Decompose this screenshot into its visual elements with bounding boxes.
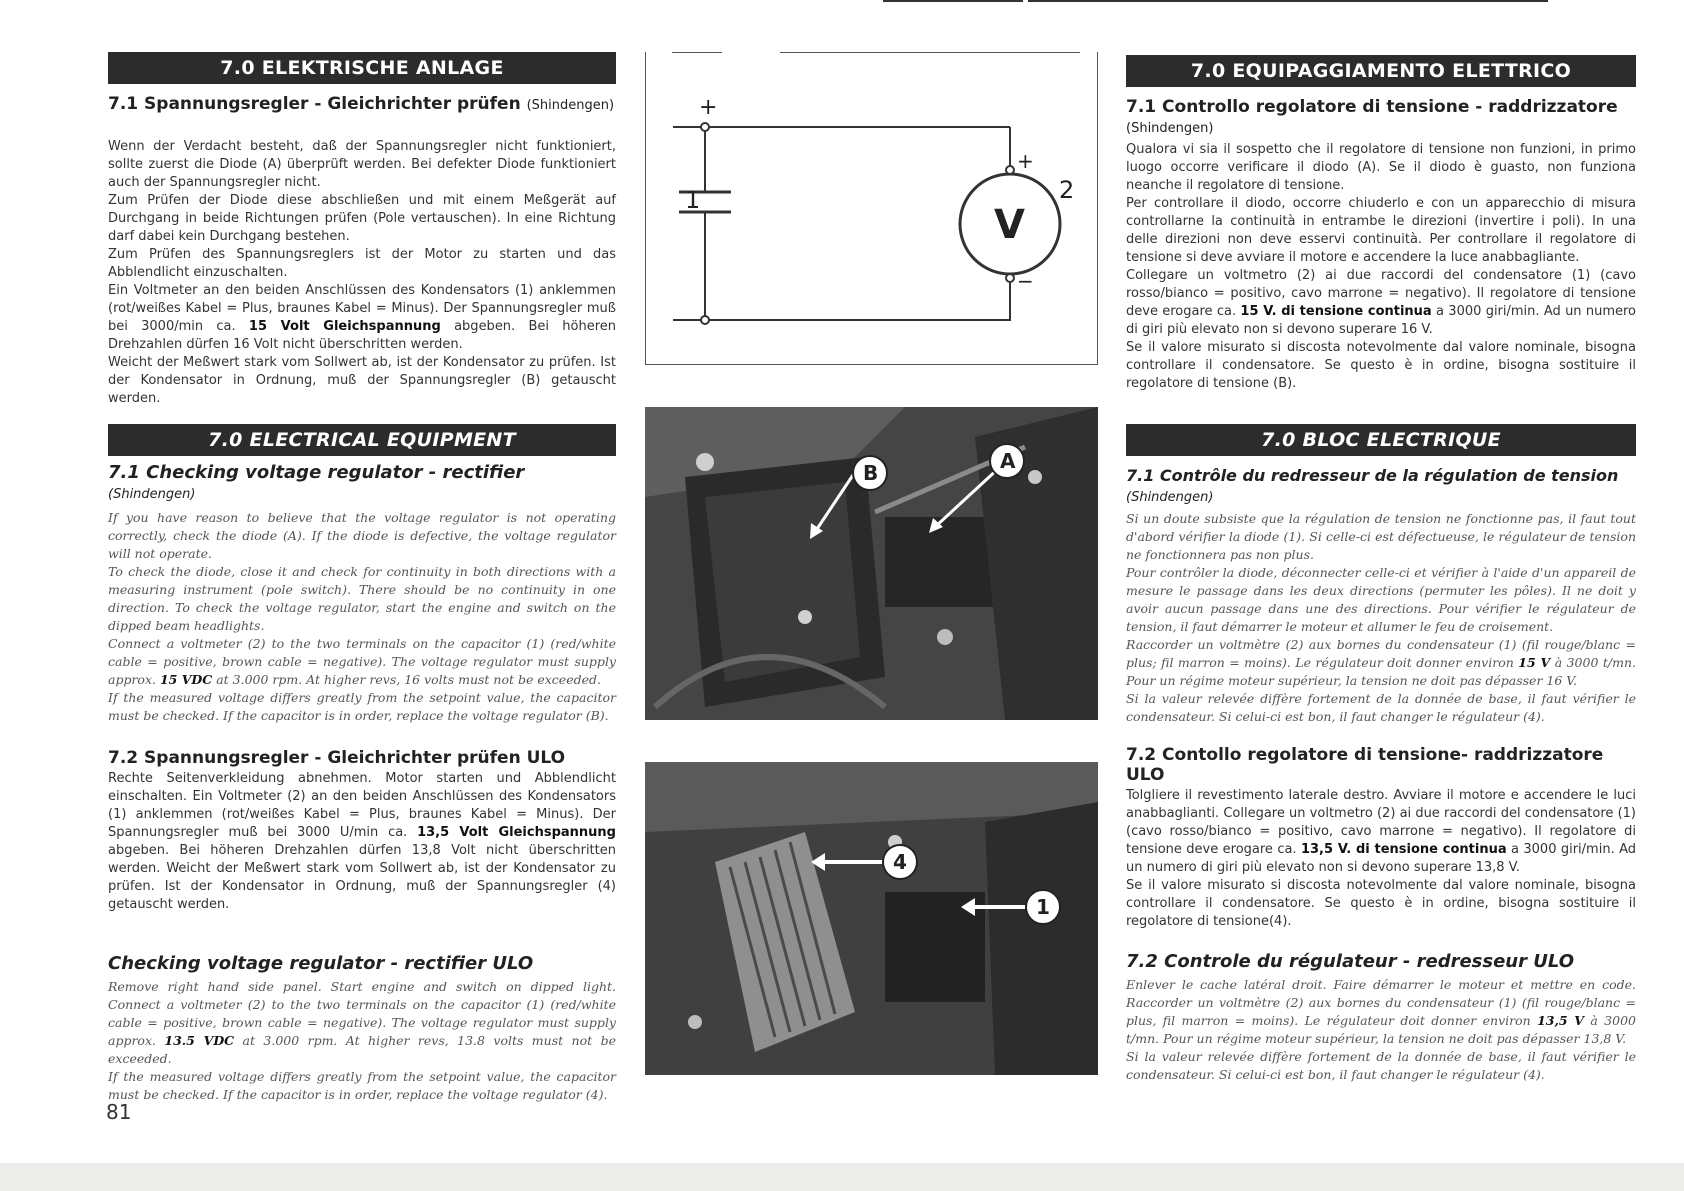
diagram-frame-right bbox=[1097, 52, 1098, 365]
french-7-2-title: 7.2 Controle du régulateur - redresseur ULO bbox=[1126, 951, 1575, 972]
capacitor-number-label: 1 bbox=[685, 186, 701, 214]
wire-top-right bbox=[1010, 127, 1013, 168]
photo1-regulator-face bbox=[705, 482, 860, 682]
wire-top-left bbox=[673, 127, 705, 180]
english-7-1-body: If you have reason to believe that the voltage regulator is not operating correctly, check the diode (A). If the diode is defective, the voltage regulator will not operate. To check the diode, close it and check for continuity in both directions with a measuring instrument (pole switch). There should be no continuity in one direction. To check the voltage regulator, start the engine and switch on the dipped beam headlights. Connect a voltmeter (2) to the two terminals on the capacitor (1) (red/white cable = positive, brown cable = negative). The voltage regulator must supply approx. 15 VDC at 3.000 rpm. At higher revs, 16 volts must not be exceeded. If the measured voltage differs greatly from the setpoint value, the capacitor must be checked. If the capacitor is in order, replace the voltage regulator (B). bbox=[108, 510, 616, 723]
italian-7-1-title: 7.1 Controllo regolatore di tensione - raddrizzatore (Shindengen) bbox=[1126, 97, 1618, 136]
french-7-1-body: Si un doute subsiste que la régulation de tension ne fonctionne pas, il faut tout d'abord vérifier la diode (1). Si celle-ci est défectueuse, le régulateur de tension ne fonctionnera pas non plus. Pour contrôler la diode, déconnecter celle-ci et vérifier à l'aide d'un appareil de mesure le passage dans les deux directions (permuter les pôles). Il ne doit y avoir aucun passage dans une des directions. Pour vérifier le régulateur de tension, il faut démarrer le moteur et allumer le feu de croisement. Raccorder un voltmètre (2) aux bornes du condensateur (1) (fil rouge/blanc = plus; fil marron = moins). Le régulateur doit donner environ 15 V à 3000 t/mn. Pour un régime moteur supérieur, la tension ne doit pas dépasser 16 V. Si la valeur relevée diffère fortement de la donnée de base, il faut vérifier le condensateur. Si celui-ci est bon, il faut changer le régulateur (4). bbox=[1126, 511, 1636, 724]
photo-regulator-shindengen bbox=[645, 407, 1098, 720]
circuit-diagram bbox=[645, 52, 1097, 364]
junction-bottom bbox=[701, 316, 709, 324]
top-rule-left bbox=[883, 0, 1023, 2]
page-number: 81 bbox=[106, 1100, 132, 1124]
french-7-2-section bbox=[1126, 942, 1636, 1084]
callout-b-label: B bbox=[863, 461, 879, 485]
voltmeter-plus-sign: + bbox=[1017, 149, 1034, 173]
italian-7-2-section bbox=[1126, 735, 1636, 931]
callout-1-label: 1 bbox=[1036, 895, 1050, 919]
german-7-2-section bbox=[108, 738, 616, 914]
german-7-1-body: Wenn der Verdacht besteht, daß der Spannungsregler nicht funktioniert, sollte zuerst die Diode (A) überprüft werden. Bei defekter Diode funktioniert auch der Spannungsregler nicht. Zum Prüfen der Diode diese abschließen und mit einem Meßgerät auf Durchgang in beide Richtungen prüfen (Pole vertauschen). In eine Richtung darf dabei kein Durchgang bestehen. Zum Prüfen des Spannungsreglers ist der Motor zu starten und das Abblendlicht einzuschalten. Ein Voltmeter an den beiden Anschlüssen des Kondensators (1) anklemmen (rot/weißes Kabel = Plus, braunes Kabel = Minus). Der Spannungsregler muß bei 3000/min ca. 15 Volt Gleichspannung abgeben. Bei höheren Drehzahlen dürfen 16 Volt nicht überschritten werden. Weicht der Meßwert stark vom Sollwert ab, ist der Kondensator zu prüfen. Ist der Kondensator in Ordnung, muß der Spannungsregler (B) getauscht werden. bbox=[108, 139, 616, 406]
french-section bbox=[1126, 424, 1636, 726]
voltmeter-symbol: V bbox=[994, 202, 1025, 248]
photo1-bolt-3 bbox=[798, 610, 812, 624]
photo2-bolt-2 bbox=[688, 1015, 702, 1029]
german-header: 7.0 ELEKTRISCHE ANLAGE bbox=[108, 52, 616, 84]
italian-7-2-body: Tolgliere il revestimento laterale destro. Avviare il motore e accendere le luci anabbaglianti. Collegare un voltmetro (2) ai due raccordi del condensatore (1) (cavo rosso/bianco = positivo, cavo marrone = negativo). Il regolatore di tensione deve erogare ca. 13,5 V. di tensione continua a 3000 giri/min. Ad un numero di giri più elevato non si devono superare 13,8 V. Se il valore misurato si discosta notevolmente dal valore nominale, bisogna controllare il condensatore. Se questo è in ordine, bisogna sostituire il regolatore di tensione(4). bbox=[1126, 788, 1637, 929]
french-header: 7.0 BLOC ELECTRIQUE bbox=[1126, 424, 1636, 456]
callout-4-label: 4 bbox=[893, 850, 907, 874]
french-7-2-body: Enlever le cache latéral droit. Faire démarrer le moteur et mettre en code. Raccorder un voltmètre (2) aux bornes du condensateur (1) (fil rouge/blanc = plus, fil marron = moins). Le régulateur doit donner environ 13,5 V à 3000 t/mn. Pour un régime moteur supérieur, la tension ne doit pas dépasser 13,8 V. Si la valeur relevée diffère fortement de la donnée de base, il faut vérifier le condensateur. Si celui-ci est bon, il faut changer le régulateur (4). bbox=[1126, 977, 1636, 1082]
scan-bottom-strip bbox=[0, 1163, 1684, 1191]
italian-7-2-title: 7.2 Contollo regolatore di tensione- raddrizzatore ULO bbox=[1126, 745, 1604, 785]
italian-section bbox=[1126, 55, 1636, 393]
photo-regulator-ulo bbox=[645, 762, 1098, 1075]
french-7-1-title: 7.1 Contrôle du redresseur de la régulation de tension (Shindengen) bbox=[1126, 466, 1619, 505]
supply-plus-sign: + bbox=[699, 95, 718, 120]
photo-regulator-shindengen-art bbox=[645, 407, 1098, 720]
callout-a-label: A bbox=[1000, 449, 1016, 473]
english-7-2-section bbox=[108, 944, 616, 1104]
german-section bbox=[108, 52, 616, 408]
italian-7-1-body: Qualora vi sia il sospetto che il regolatore di tensione non funzioni, in primo luogo occorre verificare il diodo (A). Se il diodo è guasto, non funziona neanche il regolatore di tensione. Per controllare il diodo, occorre chiuderlo e con un apparecchio di misura controllarne la continuità in entrambe le direzioni (invertire i poli). In una delle direzioni non deve esservi continuità. Per controllare il regolatore di tensione si deve avviare il motore e accendere la luce anabbagliante. Collegare un voltmetro (2) ai due raccordi del condensatore (1) (cavo rosso/bianco = positivo, cavo marrone = negativo). Il regolatore di tensione deve erogare ca. 15 V. di tensione continua a 3000 giri/min. Ad un numero di giri più elevato non si devono superare 16 V. Se il valore misurato si discosta notevolmente dal valore nominale, bisogna controllare il condensatore. Se questo è in ordine, bisogna sostituire il regolatore di tensione (B). bbox=[1126, 142, 1637, 391]
english-7-2-body: Remove right hand side panel. Start engine and switch on dipped light. Connect a voltmeter (2) to the two terminals on the capacitor (1) (red/white cable = positive, brown cable = negative). The voltage regulator must supply approx. 13.5 VDC at 3.000 rpm. At higher revs, 13.8 volts must not be exceeded. If the measured voltage differs greatly from the setpoint value, the capacitor must be checked. If the capacitor is in order, replace the voltage regulator (4). bbox=[108, 979, 616, 1102]
english-7-1-title: 7.1 Checking voltage regulator - rectifier (Shindengen) bbox=[108, 462, 525, 502]
voltmeter-terminal-plus bbox=[1006, 166, 1014, 174]
photo1-bolt-1 bbox=[696, 453, 714, 471]
photo1-bolt-4 bbox=[1028, 470, 1042, 484]
photo-regulator-ulo-art bbox=[645, 762, 1098, 1075]
italian-header: 7.0 EQUIPAGGIAMENTO ELETTRICO bbox=[1126, 55, 1636, 87]
german-7-1-title: 7.1 Spannungsregler - Gleichrichter prüfen (Shindengen) bbox=[108, 94, 615, 114]
junction-top bbox=[701, 123, 709, 131]
top-rule-right bbox=[1028, 0, 1548, 2]
diagram-frame-bottom bbox=[645, 364, 1098, 365]
photo1-bolt-2 bbox=[937, 629, 953, 645]
german-7-2-body: Rechte Seitenverkleidung abnehmen. Motor starten und Abblendlicht einschalten. Ein Voltmeter (2) an den beiden Anschlüssen des Kondensators (1) anklemmen (rot/weißes Kabel = Plus, braunes Kabel = Minus). Der Spannungsregler muß bei 3000 U/min ca. 13,5 Volt Gleichspannung abgeben. Bei höheren Drehzahlen dürfen 13,8 Volt nicht überschritten werden. Weicht der Meßwert stark vom Sollwert ab, ist der Kondensator zu prüfen. Ist der Kondensator in Ordnung, muß der Spannungsregler (4) getauscht werden. bbox=[108, 771, 616, 912]
wire-bottom bbox=[673, 280, 1010, 320]
german-7-2-title: 7.2 Spannungsregler - Gleichrichter prüfen ULO bbox=[108, 748, 566, 768]
english-header: 7.0 ELECTRICAL EQUIPMENT bbox=[108, 424, 616, 456]
photo2-right-shadow bbox=[985, 802, 1098, 1075]
voltmeter-minus-sign: − bbox=[1017, 269, 1034, 293]
english-section bbox=[108, 424, 616, 725]
voltmeter-number-label: 2 bbox=[1059, 176, 1075, 204]
voltmeter-terminal-minus bbox=[1006, 274, 1014, 282]
english-7-2-title: Checking voltage regulator - rectifier ULO bbox=[108, 953, 534, 974]
